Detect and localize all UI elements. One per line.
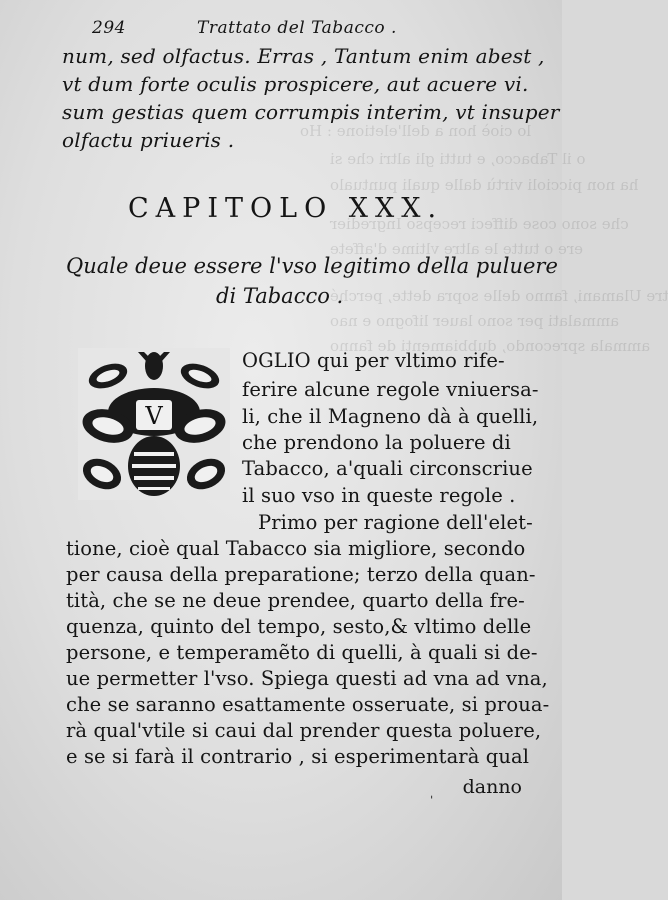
text-line: Primo per ragione dell'elet- — [258, 511, 533, 534]
text-line: il suo vso in queste regole . — [242, 484, 516, 507]
running-header — [92, 18, 397, 38]
show-through-text: che sono cose diffeci recepso Ingredier — [330, 215, 629, 233]
show-through-text: ere o tutte le altre vltime d'affete — [330, 240, 583, 258]
text-line: che prendono la poluere di — [242, 431, 511, 454]
chapter-heading: CAPITOLO XXX. — [128, 193, 444, 224]
catchword: danno — [462, 776, 522, 798]
chapter-subtitle-line: Quale deue essere l'vso legitimo della puluere — [66, 254, 558, 278]
text-line: persone, e temperamẽto di quelli, à quali si de- — [66, 641, 538, 664]
latin-line: num, sed olfactus. Erras , Tantum enim abest , — [62, 44, 545, 68]
initial-letter: V — [145, 402, 163, 430]
show-through-text: lo cioè hon a dell'eletione : Ho — [300, 122, 532, 140]
text-line: per causa della preparatione; terzo della quan- — [66, 563, 536, 586]
text-line: tità, che se ne deue prendee, quarto della fre- — [66, 589, 525, 612]
latin-line: vt dum forte oculis prospicere, aut acuere vi. — [62, 72, 529, 96]
decorated-initial — [78, 348, 230, 500]
show-through-text: o il Tabacco, e tutti gli altri che si — [330, 150, 586, 168]
show-through-text: ammala sprecondo, dubbiamenti de fanno — [330, 337, 651, 355]
latin-line: olfactu priueris . — [62, 128, 235, 152]
text-line: OGLIO qui per vltimo rife- — [242, 349, 505, 372]
chapter-subtitle-line: di Tabacco . — [216, 284, 344, 308]
show-through-text: ammalati per sono lauer lifogno e nao — [330, 312, 620, 330]
page-number: 294 — [92, 18, 126, 38]
running-title: Trattato del Tabacco . — [197, 18, 397, 38]
text-line: ferire alcune regole vniuersa- — [242, 378, 539, 401]
text-line: che se saranno esattamente osseruate, si proua- — [66, 693, 550, 716]
bee-woodcut-icon — [78, 348, 230, 500]
show-through-text: tre Ulamani, fanno delle sopra dette, perché — [330, 287, 668, 305]
text-line: Tabacco, a'quali circonscriue — [242, 457, 533, 480]
latin-line: sum gestias quem corrumpis interim, vt insuper — [62, 100, 560, 124]
text-line: rà qual'vtile si caui dal prender questa poluere, — [66, 719, 542, 742]
ink-speck: ˈ — [430, 794, 434, 808]
text-line: ue permetter l'vso. Spiega questi ad vna ad vna, — [66, 667, 548, 690]
text-line: tione, cioè qual Tabacco sia migliore, secondo — [66, 537, 526, 560]
show-through-text: ha non piccioli virtù dalle quali puntualo — [330, 176, 639, 194]
text-line: quenza, quinto del tempo, sesto,& vltimo delle — [66, 615, 532, 638]
text-line: e se si farà il contrario , si esperimentarà qual — [66, 745, 530, 768]
text-line: li, che il Magneno dà à quelli, — [242, 405, 539, 428]
